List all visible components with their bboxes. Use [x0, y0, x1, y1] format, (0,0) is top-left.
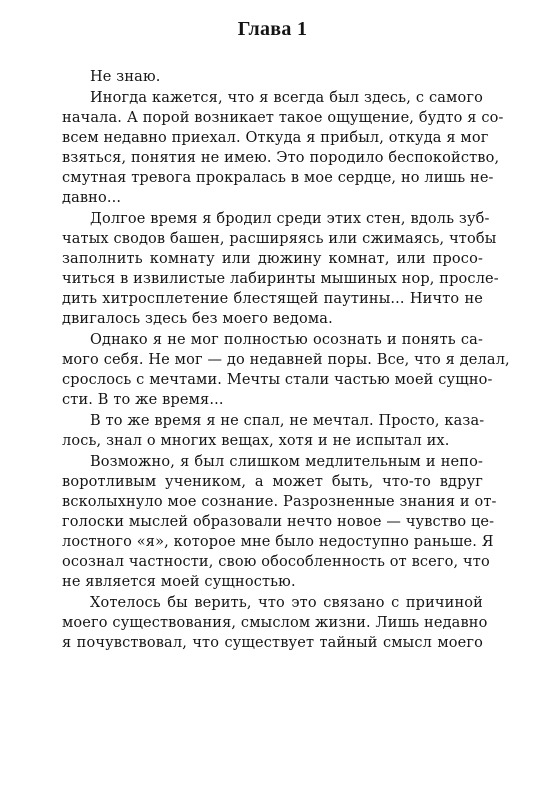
- text-line: Однако я не мог полностью осознать и понять са-: [90, 332, 483, 348]
- text-line: давно...: [62, 190, 122, 206]
- text-line: начала. А порой возникает такое ощущение, будто я со-: [62, 110, 504, 126]
- text-line: Хотелось бы верить, что это связано с причиной: [90, 595, 483, 611]
- paragraph: [62, 330, 510, 410]
- paragraph: [62, 411, 483, 451]
- text-line: чатых сводов башен, расширяясь или сжимаясь, чтобы: [62, 231, 497, 247]
- text-line: читься в извилистые лабиринты мышиных нор, просле-: [62, 271, 499, 287]
- text-line: всем недавно приехал. Откуда я прибыл, откуда я мог: [62, 130, 489, 146]
- body-text: [62, 67, 510, 654]
- text-line: двигалось здесь без моего ведома.: [62, 311, 333, 327]
- text-line: лостного «я», которое мне было недоступно раньше. Я: [62, 534, 494, 550]
- text-line: смутная тревога прокралась в мое сердце, но лишь не-: [62, 170, 494, 186]
- paragraph: [62, 209, 499, 329]
- paragraph: [62, 593, 488, 653]
- text-line: Не знаю.: [90, 69, 161, 85]
- text-line: Возможно, я был слишком медлительным и непо-: [90, 454, 483, 470]
- paragraph: [62, 67, 483, 87]
- text-line: голоски мыслей образовали нечто новое — чувство це-: [62, 514, 495, 530]
- text-line: взяться, понятия не имею. Это породило беспокойство,: [62, 150, 500, 166]
- chapter-title: Глава 1: [237, 18, 308, 40]
- text-line: я почувствовал, что существует тайный смысл моего: [62, 635, 483, 651]
- text-line: лось, знал о многих вещах, хотя и не испытал их.: [62, 433, 450, 449]
- text-line: В то же время я не спал, не мечтал. Просто, каза-: [90, 413, 485, 429]
- text-line: дить хитросплетение блестящей паутины... Ничто не: [62, 291, 483, 307]
- text-line: Долгое время я бродил среди этих стен, вдоль зуб-: [90, 211, 490, 227]
- paragraph: [62, 88, 504, 208]
- text-line: осознал частности, свою обособленность от всего, что: [62, 554, 490, 570]
- paragraph: [62, 452, 497, 592]
- text-line: моего существования, смыслом жизни. Лишь недавно: [62, 615, 488, 631]
- text-line: всколыхнуло мое сознание. Разрозненные знания и от-: [62, 494, 497, 510]
- text-line: Иногда кажется, что я всегда был здесь, с самого: [90, 90, 483, 106]
- text-line: срослось с мечтами. Мечты стали частью моей сущно-: [62, 372, 493, 388]
- text-line: не является моей сущностью.: [62, 574, 296, 590]
- text-line: воротливым учеником, а может быть, что-то вдруг: [62, 474, 483, 490]
- text-line: заполнить комнату или дюжину комнат, или просо-: [62, 251, 483, 267]
- text-line: мого себя. Не мог — до недавней поры. Все, что я делал,: [62, 352, 510, 368]
- text-line: сти. В то же время...: [62, 392, 224, 408]
